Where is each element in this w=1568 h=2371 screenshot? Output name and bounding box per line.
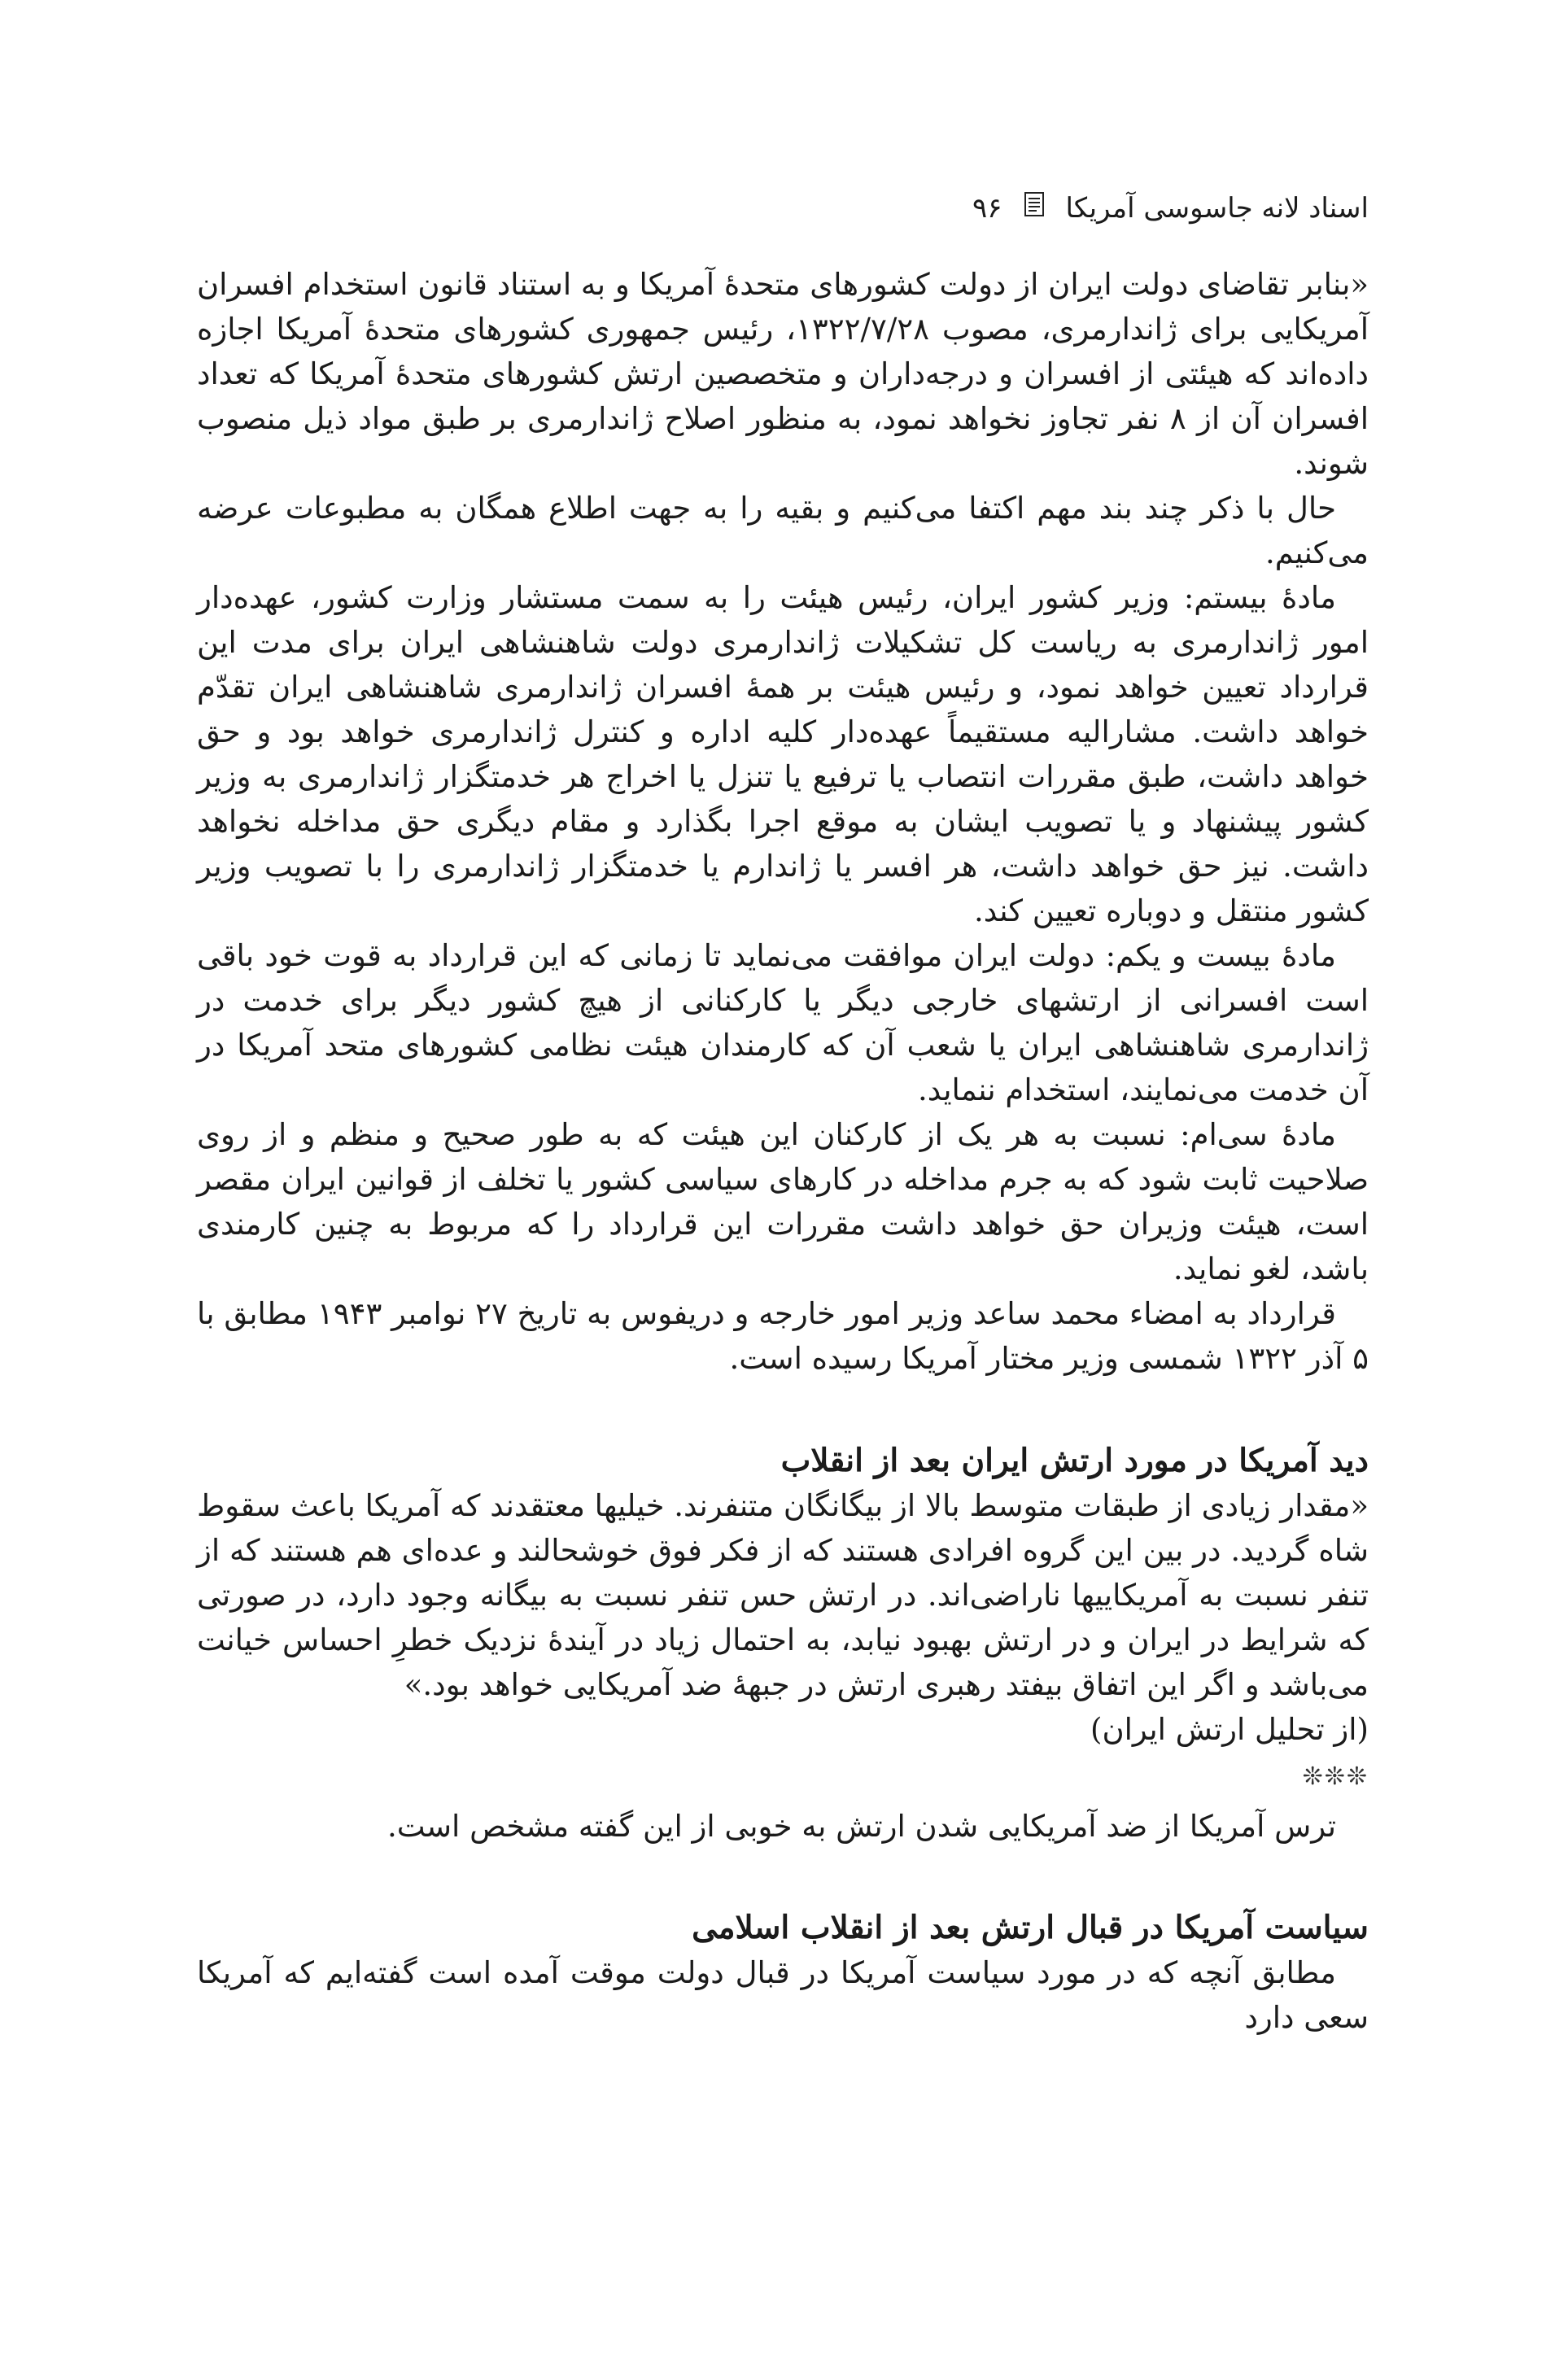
- article-21-paragraph: مادهٔ بیست و یکم: دولت ایران موافقت می‌نماید تا زمانی که این قرارداد به قوت خود باقی است افسرانی از ارتشهای خارجی دیگر یا کارکنانی از هیچ کشور دیگر برای خدمت در ژاندارمری شاهنشاهی ایران یا شعب آن که کارمندان هیئت نظامی کشورهای متحد آمریکا در آن خدمت می‌نمایند، استخدام ننماید.: [197, 938, 1369, 1107]
- treaty-quote: «بنابر تقاضای دولت ایران از دولت کشورهای متحدهٔ آمریکا و به استناد قانون استخدام افسران آمریکایی برای ژاندارمری، مصوب ۱۳۲۲/۷/۲۸، رئیس جمهوری کشورهای متحدهٔ آمریکا اجازه داده‌اند که هیئتی از افسران و درجه‌داران و متخصصین ارتش کشورهای متحدهٔ آمریکا که تعداد افسران آن از ۸ نفر تجاوز نخواهد نمود، به منظور اصلاح ژاندارمری بر طبق مواد ذیل منصوب شوند.: [197, 267, 1369, 481]
- section-heading-policy-after-revolution: سیاست آمریکا در قبال ارتش بعد از انقلاب اسلامی: [692, 1909, 1369, 1946]
- page-number: ۹۶: [972, 192, 1002, 225]
- section-heading-army-after-revolution: دید آمریکا در مورد ارتش ایران بعد از انقلاب: [780, 1442, 1369, 1479]
- document-icon: [1024, 184, 1045, 233]
- quote-source: (از تحلیل ارتش ایران): [1090, 1712, 1369, 1747]
- running-header: [197, 184, 1369, 233]
- article-20-paragraph: مادهٔ بیستم: وزیر کشور ایران، رئیس هیئت را به سمت مستشار وزارت کشور، عهده‌دار امور ژاندارمری به ریاست کل تشکیلات ژاندارمری دولت شاهنشاهی ایران برای مدت این قرارداد تعیین خواهد نمود، و رئیس هیئت بر همهٔ افسران ژاندارمری شاهنشاهی ایران تقدّم خواهد داشت. مشارالیه مستقیماً عهده‌دار کلیه اداره و کنترل ژاندارمری خواهد بود و حق خواهد داشت، طبق مقررات انتصاب یا ترفیع یا تنزل یا اخراج هر خدمتگزار ژاندارمری به وزیر کشور پیشنهاد و یا تصویب ایشان به موقع اجرا بگذارد و مقام دیگری حق مداخله نخواهد داشت. نیز حق خواهد داشت، هر افسر یا ژاندارم یا خدمتگزار ژاندارمری را با تصویب وزیر کشور منتقل و دوباره تعیین کند.: [197, 580, 1369, 928]
- article-30-paragraph: مادهٔ سی‌ام: نسبت به هر یک از کارکنان این هیئت که به طور صحیح و منظم و از روی صلاحیت ثابت شود که به جرم مداخله در کارهای سیاسی کشور یا تخلف از قوانین ایران مقصر است، هیئت وزیران حق خواهد داشت مقررات این قرارداد را که مربوط به چنین کارمندی باشد، لغو نماید.: [197, 1117, 1369, 1286]
- signature-paragraph: قرارداد به امضاء محمد ساعد وزیر امور خارجه و دریفوس به تاریخ ۲۷ نوامبر ۱۹۴۳ مطابق با ۵ آذر ۱۳۲۲ شمسی وزیر مختار آمریکا رسیده است.: [197, 1296, 1369, 1376]
- commentary-paragraph: ترس آمریکا از ضد آمریکایی شدن ارتش به خوبی از این گفته مشخص است.: [387, 1809, 1336, 1844]
- policy-paragraph: مطابق آنچه که در مورد سیاست آمریکا در قبال دولت موقت آمده است گفته‌ایم که آمریکا سعی دارد: [197, 1955, 1369, 2035]
- army-analysis-quote: «مقدار زیادی از طبقات متوسط بالا از بیگانگان متنفرند. خیلیها معتقدند که آمریکا باعث سقوط شاه گردید. در بین این گروه افرادی هستند که از فکر فوق خوشحالند و عده‌ای هم هستند که از تنفر نسبت به آمریکاییها ناراضی‌اند. در ارتش حس تنفر نسبت به بیگانه وجود دارد، در صورتی که شرایط در ایران و در ارتش بهبود نیابد، به احتمال زیاد در آیندهٔ نزدیک خطرِ احساس خیانت می‌باشد و اگر این اتفاق بیفتد رهبری ارتش در جبههٔ ضد آمریکایی خواهد بود.»: [197, 1488, 1369, 1702]
- asterism-separator: ❊❊❊: [1302, 1762, 1369, 1791]
- book-title: اسناد لانه جاسوسی آمریکا: [1065, 192, 1369, 225]
- body-text: [197, 262, 1369, 2040]
- intro-paragraph: حال با ذکر چند بند مهم اکتفا می‌کنیم و بقیه را به جهت اطلاع همگان به مطبوعات عرضه می‌کنیم.: [197, 491, 1369, 570]
